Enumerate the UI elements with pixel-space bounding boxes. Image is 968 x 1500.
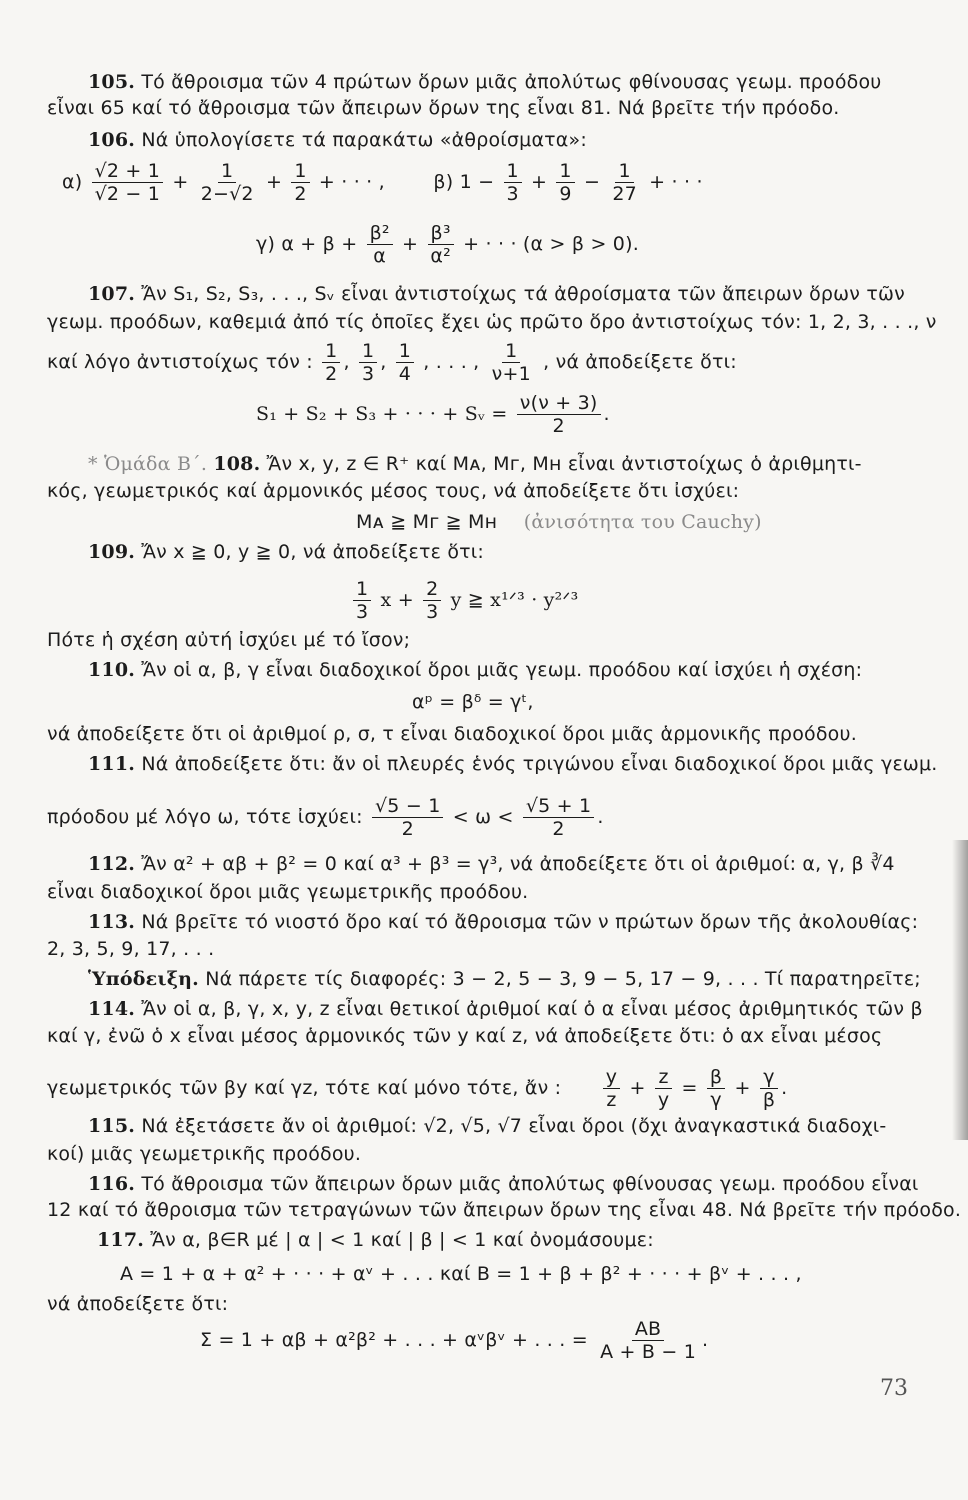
hint-label: Ὑπόδειξη.: [88, 968, 199, 990]
equation-tail: .: [702, 1329, 709, 1351]
denominator: α²: [430, 245, 451, 267]
numerator: 1: [396, 340, 414, 363]
problem-110-equation: αᵖ = βᵟ = γᵗ,: [412, 691, 534, 713]
denominator: 3: [426, 601, 439, 623]
numerator: 1: [291, 160, 309, 183]
numerator: 1: [615, 160, 633, 183]
problem-110-line-1: [88, 658, 862, 682]
problem-113-line-1: [88, 910, 918, 934]
fraction: [655, 1066, 672, 1111]
problem-text: καί λόγο ἀντιστοίχως τόν :: [47, 351, 313, 373]
fraction: [597, 1318, 699, 1363]
numerator: γ: [760, 1066, 777, 1089]
inequality-middle: < ω <: [452, 806, 514, 828]
problem-text: , νά ἀποδείξετε ὅτι:: [543, 351, 737, 373]
denominator: y: [657, 1089, 670, 1111]
numerator: √2 + 1: [92, 160, 163, 183]
denominator: γ: [710, 1089, 722, 1111]
numerator: z: [655, 1066, 671, 1089]
problem-117-line-3: νά ἀποδείξετε ὅτι:: [47, 1293, 229, 1315]
numerator: 1: [556, 160, 574, 183]
problem-105-line-2: εἶναι 65 καί τό ἄθροισμα τῶν ἄπειρων ὅρων της εἶναι 81. Νά βρεῖτε τήν πρόοδο.: [47, 97, 840, 119]
problem-text: Ἄν οἱ α, β, γ εἶναι διαδοχικοί ὅροι μιᾶς γεωμ. προόδου καί ἰσχύει ἡ σχέση:: [141, 659, 863, 681]
page-edge-shadow: [952, 840, 968, 1140]
fraction: [517, 392, 601, 437]
page-number: 73: [880, 1376, 908, 1401]
problem-text: πρόοδου μέ λόγο ω, τότε ἰσχύει:: [47, 806, 363, 828]
problem-105-line-1: [88, 70, 882, 94]
numerator: √5 + 1: [523, 795, 594, 818]
problem-text: Τό ἄθροισμα τῶν 4 πρώτων ὅρων μιᾶς ἀπολύτως φθίνουσας γεωμ. προόδου: [141, 71, 882, 93]
problem-number: 107.: [88, 283, 136, 305]
numerator: β³: [428, 222, 454, 245]
denominator: 2: [552, 818, 565, 840]
problem-113-hint: [88, 967, 921, 991]
inequality: Mᴀ ≧ Mг ≧ Mн: [356, 511, 498, 533]
problem-116-line-2: 12 καί τό ἄθροισμα τῶν τετραγώνων τῶν ἄπειρων ὅρων της εἶναι 48. Νά βρεῖτε τήν πρόοδο.: [47, 1199, 962, 1221]
numerator: 1: [504, 160, 522, 183]
numerator: β: [707, 1066, 725, 1089]
problem-text: Ἄν x, y, z ∈ R⁺ καί Mᴀ, Mг, Mн εἶναι ἀντιστοίχως ὁ ἀριθμητι-: [266, 453, 862, 475]
denominator: 3: [361, 363, 375, 385]
hint-text: Νά πάρετε τίς διαφορές: 3 − 2, 5 − 3, 9 − 5, 17 − 9, . . . Τί παρατηρεῖτε;: [205, 968, 921, 990]
problem-106-part-a-b: α) $\frac{√2 + 1}{√2 - 1}$ + $\frac{1}{2-√2}$ + $\frac{1}{2}$ + · · · , β) 1 − $\frac{1}{3}$ + $\frac{1}{9}$ − $\frac{1}{27}$ + · · ·: [62, 160, 703, 205]
denominator: β: [762, 1089, 776, 1111]
problem-112-line-1: [88, 852, 895, 876]
fraction: [322, 340, 340, 385]
problem-116-line-1: [88, 1172, 919, 1196]
fraction: [291, 160, 309, 205]
numerator: 1: [322, 340, 340, 363]
fraction: [198, 160, 257, 205]
problem-number: 111.: [88, 753, 136, 775]
numerator: AB: [632, 1318, 664, 1341]
denominator: 2−√2: [200, 183, 254, 205]
problem-117-equation: [200, 1318, 708, 1363]
denominator: 3: [356, 601, 369, 623]
problem-number: 106.: [88, 129, 136, 151]
problem-number: 108.: [213, 453, 261, 475]
problem-text: γεωμετρικός τῶν βy καί γz, τότε καί μόνο τότε, ἄν :: [47, 1077, 562, 1099]
denominator: 2: [552, 415, 565, 437]
fraction: [353, 578, 371, 623]
problem-117-line-2: A = 1 + α + α² + · · · + αᵛ + . . . καί B = 1 + β + β² + · · · + βᵛ + . . . ,: [120, 1263, 802, 1285]
problem-110-line-2: νά ἀποδείξετε ὅτι οἱ ἀριθμοί ρ, σ, τ εἶναι διαδοχικοί ὅροι μιᾶς ἁρμονικῆς προόδου.: [47, 723, 857, 745]
problem-number: 112.: [88, 853, 136, 875]
denominator: 3: [506, 183, 519, 205]
problem-number: 105.: [88, 71, 136, 93]
fraction: [359, 340, 377, 385]
problem-109-line-1: [88, 540, 484, 564]
fraction: [556, 160, 574, 205]
fraction: [427, 222, 454, 267]
problem-text: Τό ἄθροισμα τῶν ἄπειρων ὅρων μιᾶς ἀπολύτως φθίνουσας γεωμ. προόδου εἶναι: [141, 1173, 919, 1195]
denominator: 2: [325, 363, 338, 385]
problem-108-line-2: κός, γεωμετρικός καί ἁρμονικός μέσος τους, νά ἀποδείξετε ὅτι ἰσχύει:: [47, 480, 740, 502]
denominator: ν+1: [491, 363, 531, 385]
problem-107-line-1: [88, 282, 905, 306]
problem-107-equation: S₁ + S₂ + S₃ + · · · + Sᵥ = $\frac{\nu(\nu + 3)}{2}$ .: [256, 392, 610, 437]
problem-114-line-2: καί γ, ἐνῶ ὁ x εἶναι μέσος ἁρμονικός τῶν y καί z, νά ἀποδείξετε ὅτι: ὁ αx εἶναι μέσος: [47, 1025, 883, 1047]
problem-114-line-3: γεωμετρικός τῶν βy καί γz, τότε καί μόνο τότε, ἄν : $\frac{y}{z}$ + $\frac{z}{y}$ = $\frac{\beta}{\gamma}$ + $\frac{\gamma}{\beta}$ .: [47, 1066, 788, 1111]
problem-number: 116.: [88, 1173, 136, 1195]
equation-lhs: S₁ + S₂ + S₃ + · · · + Sᵥ =: [256, 403, 508, 425]
numerator: 1: [502, 340, 520, 363]
problem-number: 109.: [88, 541, 136, 563]
fraction: [760, 1066, 778, 1111]
problem-106-intro: [88, 128, 587, 152]
numerator: √5 − 1: [372, 795, 443, 818]
problem-107-line-3: καί λόγο ἀντιστοίχως τόν : $\frac{1}{2}$ , $\frac{1}{3}$ , $\frac{1}{4}$ , . . . , $\frac{1}{\nu+1}$ , νά ἀποδείξετε ὅτι:: [47, 340, 737, 385]
problem-115-line-2: κοί) μιᾶς γεωμετρικῆς προόδου.: [47, 1143, 362, 1165]
fraction: [396, 340, 414, 385]
denominator: 2: [401, 818, 414, 840]
problem-109-equation: [350, 578, 578, 623]
fraction: [707, 1066, 725, 1111]
part-label: γ): [256, 233, 276, 255]
series-lead: 1 −: [459, 171, 495, 193]
problem-text: Νά βρεῖτε τό νιοστό ὅρο καί τό ἄθροισμα τῶν ν πρώτων ὅρων τῆς ἀκολουθίας:: [141, 911, 919, 933]
numerator: 1: [353, 578, 371, 601]
problem-text: Ἄν α² + αβ + β² = 0 καί α³ + β³ = γ³, νά ἀποδείξετε ὅτι οἱ ἀριθμοί: α, γ, β ∛4: [141, 853, 895, 875]
series-tail: + · · ·: [649, 171, 703, 193]
fraction: [423, 578, 441, 623]
problem-number: 110.: [88, 659, 136, 681]
fraction: [609, 160, 640, 205]
denominator: √2 − 1: [94, 183, 161, 205]
problem-115-line-1: [88, 1114, 887, 1138]
problem-text: Ἄν α, β∈R μέ | α | < 1 καί | β | < 1 καί ὀνομάσουμε:: [150, 1229, 654, 1251]
denominator: z: [606, 1089, 617, 1111]
numerator: 1: [359, 340, 377, 363]
problem-108-inequality: [356, 510, 762, 534]
problem-111-line-2: πρόοδου μέ λόγο ω, τότε ἰσχύει: $\frac{√5 - 1}{2}$ < ω < $\frac{√5 + 1}{2}$ .: [47, 795, 604, 840]
numerator: 2: [423, 578, 441, 601]
numerator: 1: [218, 160, 236, 183]
denominator: 4: [398, 363, 412, 385]
denominator: α: [373, 245, 387, 267]
problem-number: 117.: [97, 1229, 145, 1251]
inequality-name: (ἀνισότητα του Cauchy): [523, 511, 762, 533]
denominator: A + B − 1: [600, 1341, 697, 1363]
numerator: β²: [367, 222, 393, 245]
problem-number: 113.: [88, 911, 136, 933]
problem-text: Νά ὑπολογίσετε τά παρακάτω «ἀθροίσματα»:: [141, 129, 587, 151]
ellipsis: , . . . ,: [423, 351, 480, 373]
problem-text: Νά ἐξετάσετε ἄν οἱ ἀριθμοί: √2, √5, √7 εἶναι ὅροι (ὄχι ἀναγκαστικά διαδοχι-: [141, 1115, 887, 1137]
denominator: 27: [612, 183, 637, 205]
problem-113-line-2: 2, 3, 5, 9, 17, . . .: [47, 938, 215, 960]
problem-number: 114.: [88, 998, 136, 1020]
series-lead: α + β +: [281, 233, 358, 255]
problem-text: Ἄν S₁, S₂, S₃, . . ., Sᵥ εἶναι ἀντιστοίχως τά ἀθροίσματα τῶν ἄπειρων ὅρων τῶν: [141, 283, 905, 305]
problem-112-line-2: εἶναι διαδοχικοί ὅροι μιᾶς γεωμετρικῆς προόδου.: [47, 881, 529, 903]
fraction: [489, 340, 534, 385]
equation-lhs: Σ = 1 + αβ + α²β² + . . . + αᵛβᵛ + . . . =: [200, 1329, 588, 1351]
problem-111-line-1: [88, 752, 938, 776]
problem-text: Ἄν οἱ α, β, γ, x, y, z εἶναι θετικοί ἀριθμοί καί ὁ α εἶναι μέσος ἀριθμητικός τῶν β: [141, 998, 923, 1020]
fraction: [603, 1066, 620, 1111]
problem-114-line-1: [88, 997, 923, 1021]
series-tail: + · · · (α > β > 0).: [463, 233, 639, 255]
problem-106-part-c: γ) α + β + $\frac{\text{β²}}{\alpha}$ + $\frac{\text{β³}}{\text{α²}}$ + · · · (α > β > 0).: [256, 222, 639, 267]
series-tail: + · · · ,: [318, 171, 385, 193]
denominator: 9: [559, 183, 572, 205]
equation-part: x +: [380, 589, 414, 611]
problem-text: Ἄν x ≧ 0, y ≧ 0, νά ἀποδείξετε ὅτι:: [141, 541, 485, 563]
fraction: [504, 160, 522, 205]
fraction: [523, 795, 594, 840]
problem-text: Νά ἀποδείξετε ὅτι: ἄν οἱ πλευρές ἑνός τριγώνου εἶναι διαδοχικοί ὅροι μιᾶς γεωμ.: [141, 753, 938, 775]
equation-part: y ≧ x¹ᐟ³ · y²ᐟ³: [450, 589, 579, 611]
numerator: y: [603, 1066, 620, 1089]
problem-107-line-2: γεωμ. προόδων, καθεμιά ἀπό τίς ὁποῖες ἔχει ὡς πρῶτο ὅρο ἀντιστοίχως τόν: 1, 2, 3, . . ., ν: [47, 311, 937, 333]
problem-109-question: Πότε ἡ σχέση αὐτή ἰσχύει μέ τό ἴσον;: [47, 629, 411, 651]
numerator: ν(ν + 3): [517, 392, 601, 415]
denominator: 2: [294, 183, 307, 205]
problem-117-line-1: [97, 1228, 654, 1252]
problem-108-line-1: [88, 452, 862, 476]
fraction: [92, 160, 163, 205]
problem-number: 115.: [88, 1115, 136, 1137]
fraction: [372, 795, 443, 840]
part-label: α): [62, 171, 83, 193]
fraction: [367, 222, 393, 267]
group-label: * Ὁμάδα Β΄.: [88, 453, 208, 475]
part-label: β): [433, 171, 454, 193]
